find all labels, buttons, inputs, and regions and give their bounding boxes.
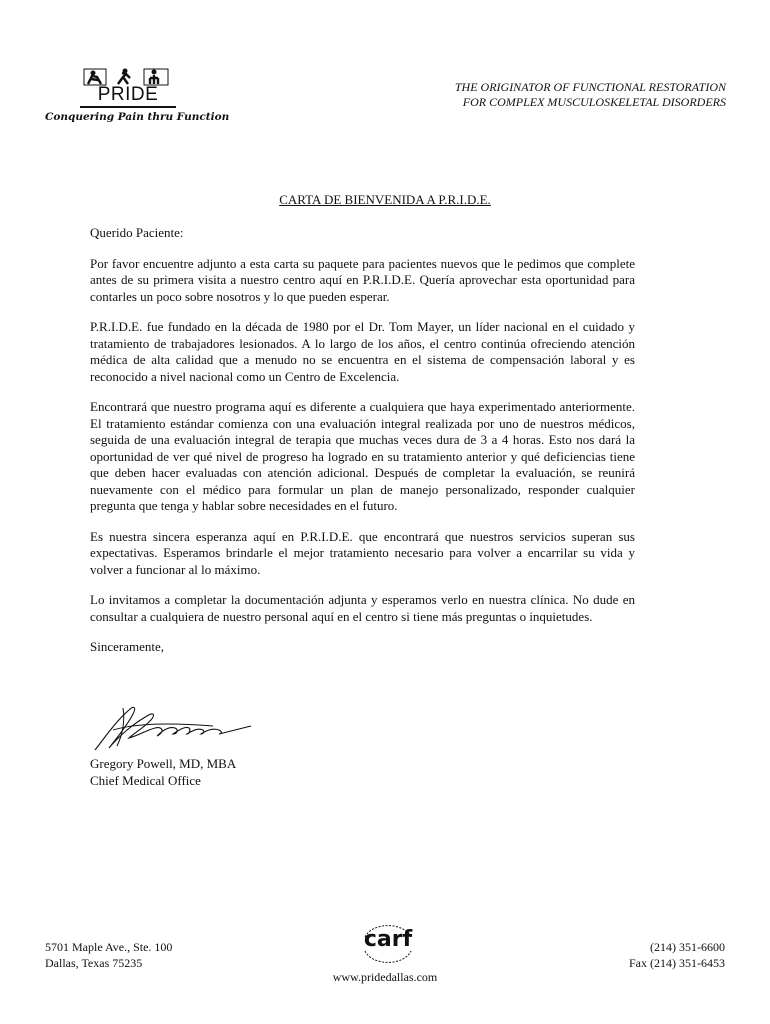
fax-number: Fax (214) 351-6453 (629, 956, 725, 970)
signer-block (90, 756, 236, 789)
carf-accreditation-logo (357, 919, 419, 969)
letter-paragraph: Lo invitamos a completar la documentación adjunta y esperamos verlo en nuestra clínica. No dude en consultar a cualquiera de nuestro personal aquí en el centro si tiene más preguntas o inquietudes. (90, 592, 635, 624)
signer-title: Chief Medical Office (90, 772, 201, 788)
letter-paragraph: Es nuestra sincera esperanza aquí en P.R.I.D.E. que encontrará que nuestros servicios superan sus expectativas. Esperamos brindarle el mejor tratamiento necesario para volver a encarrilar su vida y volver a funcionar al lo máximo. (90, 528, 635, 577)
header-motto-line2: FOR COMPLEX MUSCULOSKELETAL DISORDERS (462, 95, 726, 109)
letter-paragraph: Por favor encuentre adjunto a esta carta su paquete para pacientes nuevos que le pedimos que complete antes de su primera visita a nuestro centro aquí en P.R.I.D.E. Quería aprovechar esta oportunidad para contarles un poco sobre nosotros y lo que pueden esperar. (90, 255, 635, 304)
header-motto (455, 80, 726, 110)
handwritten-signature (93, 700, 253, 758)
letter-paragraph: P.R.I.D.E. fue fundado en la década de 1980 por el Dr. Tom Mayer, un líder nacional en el cuidado y tratamiento de trabajadores lesionados. A lo largo de los años, el centro continúa ofreciendo atención médica de alta calidad que a menudo no se encuentra en el sistema de compensación laboral y es reconocido a nivel nacional como un Centro de Excelencia. (90, 319, 635, 384)
letter-paragraph: Encontrará que nuestro programa aquí es diferente a cualquiera que haya experimentado anteriormente. El tratamiento estándar comienza con una evaluación integral realizada por uno de nuestros médicos, seguida de una evaluación integral de terapia que muchas veces dura de 3 a 4 horas. Esto nos dará la oportunidad de ver qué nivel de progreso ha logrado en su tratamiento anterior y qué deficiencias tiene que deben hacer evaluadas con atención adicional. Después de completar la evaluación, se reunirá nuevamente con el médico para formular un plan de manejo personalizado, responder cualquier pregunta que tenga y hablar sobre necesidades en el futuro. (90, 399, 635, 513)
logo-wordmark: PRIDE (97, 84, 159, 105)
footer-address (45, 939, 172, 971)
letter-closing: Sinceramente, (90, 639, 164, 654)
address-line1: 5701 Maple Ave., Ste. 100 (45, 940, 173, 954)
pride-logo (45, 63, 230, 129)
letter-body (90, 225, 635, 670)
signer-name: Gregory Powell, MD, MBA (90, 756, 237, 771)
header-motto-line1: THE ORIGINATOR OF FUNCTIONAL RESTORATION (454, 80, 726, 94)
logo-tagline: Conquering Pain thru Function (45, 111, 230, 123)
letter-title: CARTA DE BIENVENIDA A P.R.I.D.E. (279, 192, 491, 207)
phone-number: (214) 351-6600 (650, 940, 725, 954)
carf-wordmark: carf (363, 927, 413, 952)
footer-contact (629, 939, 725, 971)
address-line2: Dallas, Texas 75235 (45, 956, 143, 970)
website-link[interactable]: www.pridedallas.com (332, 970, 438, 984)
logo-underline (80, 106, 176, 108)
letter-greeting: Querido Paciente: (90, 225, 184, 240)
